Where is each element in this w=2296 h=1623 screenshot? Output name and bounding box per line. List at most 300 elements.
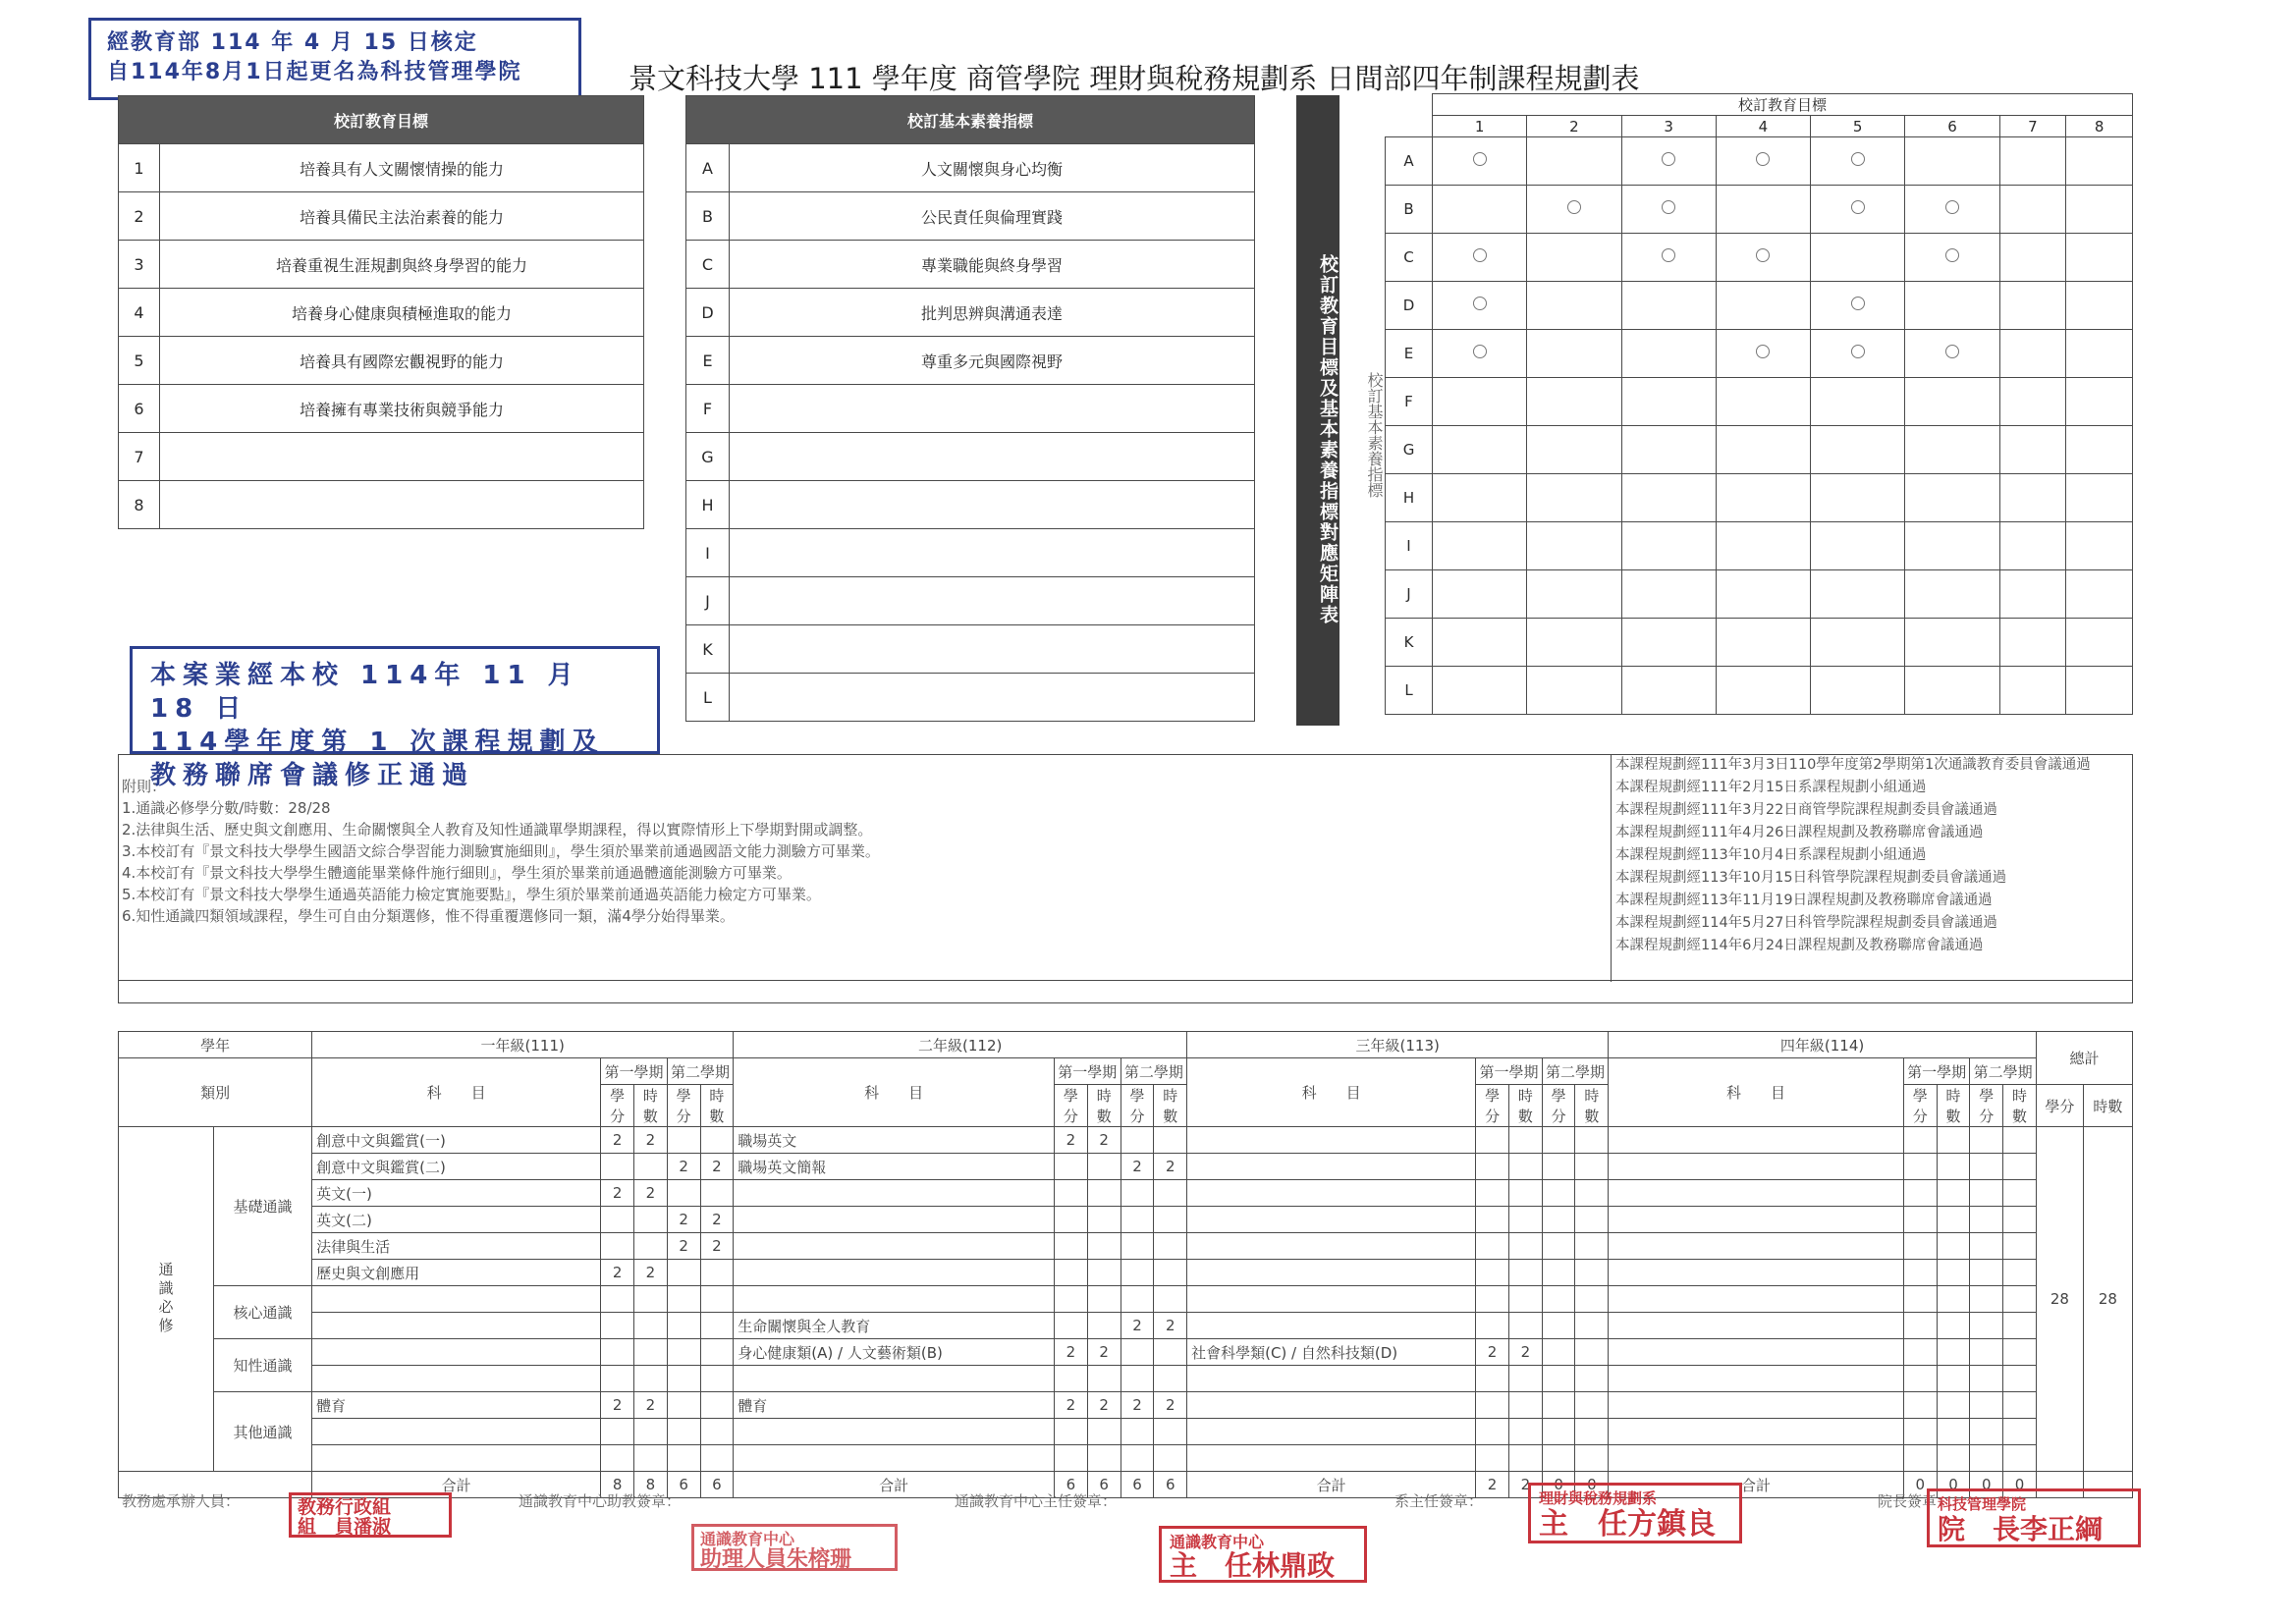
matrix-cell: [1433, 378, 1527, 426]
ability-text: [730, 625, 1255, 674]
course-value: 2: [601, 1260, 634, 1286]
sig4-stamp-a: 理財與稅務規劃系: [1539, 1489, 1658, 1507]
course-value: [1937, 1392, 1970, 1419]
credit-label: 學分: [667, 1085, 700, 1127]
matrix-row: [1386, 426, 2133, 474]
course-name: [1609, 1154, 1904, 1180]
course-value: [1087, 1180, 1121, 1207]
course-value: [1154, 1260, 1187, 1286]
main-category: 通識必修: [119, 1127, 214, 1472]
course-group-name: 基礎通識: [213, 1127, 311, 1286]
hour-label: 時數: [1087, 1085, 1121, 1127]
sig5-label: 院長簽章：: [1878, 1492, 1952, 1510]
course-value: [1542, 1313, 1575, 1339]
course-value: [1154, 1207, 1187, 1233]
matrix-cell: [1905, 330, 1999, 378]
course-name: 身心健康類(A) / 人文藝術類(B): [734, 1339, 1055, 1366]
matrix-cell: [1433, 667, 1527, 715]
matrix-cell: [2066, 426, 2133, 474]
course-value: [1903, 1233, 1937, 1260]
matrix-cell: [1433, 330, 1527, 378]
course-value: [700, 1286, 734, 1313]
matrix-row-letter: L: [1386, 667, 1433, 715]
matrix-header: 校訂教育目標: [1433, 94, 2133, 116]
matrix-cell: [1621, 330, 1716, 378]
course-name: [1609, 1445, 1904, 1472]
sum-value: 6: [1055, 1472, 1088, 1498]
sum-value: 8: [601, 1472, 634, 1498]
course-value: [667, 1286, 700, 1313]
grand-total-hour: 28: [2083, 1127, 2132, 1472]
course-value: [1476, 1260, 1509, 1286]
course-value: [1903, 1366, 1937, 1392]
sem2-label: 第二學期: [1542, 1058, 1609, 1085]
sum-label: 合計: [734, 1472, 1055, 1498]
course-value: [1970, 1127, 2003, 1154]
matrix-col-header: 5: [1811, 116, 1905, 137]
core-abilities-table: [685, 95, 1255, 722]
course-name: [1609, 1260, 1904, 1286]
sig3-stamp: [1159, 1526, 1367, 1583]
course-value: [1121, 1180, 1154, 1207]
course-value: [1154, 1127, 1187, 1154]
matrix-cell: [1716, 426, 1810, 474]
course-value: [1508, 1233, 1542, 1260]
course-value: [1087, 1233, 1121, 1260]
course-value: [1055, 1260, 1088, 1286]
course-row: [119, 1180, 2133, 1207]
course-value: [2003, 1260, 2037, 1286]
approval-record-line: 本課程規劃經113年11月19日課程規劃及教務聯席會議通過: [1615, 893, 1993, 908]
course-name: [1187, 1233, 1476, 1260]
sig1-label: 教務處承辦人員：: [122, 1492, 241, 1510]
matrix-row: [1386, 234, 2133, 282]
circle-mark-icon: [1851, 345, 1865, 358]
course-value: [700, 1445, 734, 1472]
course-name: [1187, 1392, 1476, 1419]
course-value: [1055, 1313, 1088, 1339]
sig3-label: 通識教育中心主任簽章：: [955, 1492, 1118, 1510]
sum-value: 0: [1937, 1472, 1970, 1498]
course-value: [1476, 1154, 1509, 1180]
approval-record-line: 本課程規劃經111年3月22日商管學院課程規劃委員會議通過: [1615, 802, 1997, 818]
course-value: [1476, 1127, 1509, 1154]
course-row: [119, 1339, 2133, 1366]
circle-mark-icon: [1945, 345, 1959, 358]
circle-mark-icon: [1662, 248, 1675, 262]
revision-stamp-line1: 本案業經本校 114年 11 月 18 日: [150, 661, 580, 724]
course-value: [1937, 1366, 1970, 1392]
goal-number: 1: [119, 144, 160, 192]
matrix-row-letter: E: [1386, 330, 1433, 378]
course-row: [119, 1286, 2133, 1313]
matrix-cell: [1621, 282, 1716, 330]
matrix-cell: [1621, 234, 1716, 282]
circle-mark-icon: [1473, 345, 1487, 358]
goal-text: 培養具備民主法治素養的能力: [160, 192, 644, 241]
course-row: [119, 1366, 2133, 1392]
matrix-cell: [1527, 426, 1621, 474]
course-value: [601, 1207, 634, 1233]
approval-stamp-top: [88, 18, 581, 100]
course-value: 2: [700, 1154, 734, 1180]
matrix-cell: [1905, 522, 1999, 570]
stamp-top-line1: 經教育部 114 年 4 月 15 日核定: [107, 30, 478, 55]
matrix-cell: [1811, 570, 1905, 619]
matrix-cell: [1716, 619, 1810, 667]
approval-record-line: 本課程規劃經114年5月27日科管學院課程規劃委員會議通過: [1615, 915, 1997, 931]
course-value: [1476, 1445, 1509, 1472]
course-value: 2: [1055, 1127, 1088, 1154]
course-value: [1970, 1339, 2003, 1366]
matrix-row-letter: J: [1386, 570, 1433, 619]
course-name: [734, 1445, 1055, 1472]
course-value: [601, 1154, 634, 1180]
matrix-cell: [1621, 378, 1716, 426]
course-name: [1187, 1419, 1476, 1445]
course-value: 2: [1121, 1154, 1154, 1180]
ability-letter: B: [686, 192, 730, 241]
matrix-sub-label: 校訂基本素養指標: [1365, 372, 1384, 498]
ability-row: [686, 481, 1255, 529]
matrix-cell: [1621, 186, 1716, 234]
ability-text: [730, 529, 1255, 577]
course-name: [734, 1419, 1055, 1445]
ability-row: [686, 433, 1255, 481]
sem2-label: 第二學期: [1970, 1058, 2037, 1085]
approval-record-line: 本課程規劃經111年4月26日課程規劃及教務聯席會議通過: [1615, 825, 1984, 840]
course-value: [1476, 1233, 1509, 1260]
circle-mark-icon: [1851, 297, 1865, 310]
course-value: [2003, 1127, 2037, 1154]
circle-mark-icon: [1756, 248, 1770, 262]
approval-record-line: 本課程規劃經113年10月15日科管學院課程規劃委員會議通過: [1615, 870, 2007, 886]
education-goals-table: [118, 95, 644, 529]
note-line: 6.知性通識四類領域課程，學生可自由分類選修，惟不得重覆選修同一類，滿4學分始得畢業。: [122, 907, 735, 925]
ability-text: 公民責任與倫理實踐: [730, 192, 1255, 241]
course-value: [1087, 1154, 1121, 1180]
course-value: [1542, 1419, 1575, 1445]
goal-row: [119, 433, 644, 481]
sum-label: 合計: [312, 1472, 601, 1498]
matrix-row: [1386, 186, 2133, 234]
sum-value: 6: [1154, 1472, 1187, 1498]
course-value: [1937, 1445, 1970, 1472]
course-value: [1476, 1419, 1509, 1445]
goal-row: [119, 289, 644, 337]
course-value: [1508, 1127, 1542, 1154]
course-value: [1542, 1233, 1575, 1260]
goal-number: 2: [119, 192, 160, 241]
course-group-name: 知性通識: [213, 1339, 311, 1392]
ability-text: 專業職能與終身學習: [730, 241, 1255, 289]
matrix-row: [1386, 137, 2133, 186]
course-name: [1187, 1127, 1476, 1154]
course-row: [119, 1313, 2133, 1339]
matrix-cell: [1433, 619, 1527, 667]
matrix-cell: [1716, 570, 1810, 619]
course-value: [1476, 1207, 1509, 1233]
course-value: [601, 1233, 634, 1260]
course-name: [1609, 1233, 1904, 1260]
goal-row: [119, 144, 644, 192]
goal-number: 5: [119, 337, 160, 385]
grand-total-credit: 28: [2036, 1127, 2083, 1472]
matrix-cell: [2066, 137, 2133, 186]
course-value: [1476, 1286, 1509, 1313]
course-value: [1575, 1180, 1609, 1207]
sig1-stamp-b: 組 員潘淑: [298, 1516, 392, 1538]
course-value: [633, 1445, 667, 1472]
course-value: 2: [601, 1127, 634, 1154]
matrix-cell: [1716, 282, 1810, 330]
ability-text: 尊重多元與國際視野: [730, 337, 1255, 385]
course-value: [1970, 1180, 2003, 1207]
circle-mark-icon: [1473, 152, 1487, 166]
course-value: [1508, 1392, 1542, 1419]
course-value: [1903, 1339, 1937, 1366]
ability-text: [730, 433, 1255, 481]
course-value: [1542, 1127, 1575, 1154]
course-value: [601, 1419, 634, 1445]
course-value: [1087, 1313, 1121, 1339]
course-value: [2003, 1233, 2037, 1260]
matrix-side-title: 校訂教育目標及基本素養指標對應矩陣表: [1296, 95, 1339, 726]
matrix-cell: [1905, 619, 1999, 667]
matrix-cell: [1433, 282, 1527, 330]
goal-row: [119, 385, 644, 433]
note-line: 2.法律與生活、歷史與文創應用、生命關懷與全人教育及知性通識單學期課程，得以實際情形上下學期對開或調整。: [122, 821, 873, 839]
course-value: [633, 1419, 667, 1445]
matrix-cell: [1527, 570, 1621, 619]
matrix-cell: [1999, 282, 2066, 330]
course-value: [1154, 1233, 1187, 1260]
course-value: [1970, 1419, 2003, 1445]
matrix-row-letter: D: [1386, 282, 1433, 330]
course-value: [1154, 1180, 1187, 1207]
course-value: [601, 1339, 634, 1366]
matrix-row: [1386, 619, 2133, 667]
hour-label: 時數: [1937, 1085, 1970, 1127]
goal-row: [119, 241, 644, 289]
course-value: [1087, 1366, 1121, 1392]
course-row: [119, 1392, 2133, 1419]
matrix-cell: [1999, 186, 2066, 234]
course-value: [700, 1260, 734, 1286]
course-name: 生命關懷與全人教育: [734, 1313, 1055, 1339]
course-value: [667, 1419, 700, 1445]
course-name: [1187, 1260, 1476, 1286]
goal-number: 3: [119, 241, 160, 289]
course-value: [1508, 1180, 1542, 1207]
matrix-cell: [1433, 137, 1527, 186]
matrix-row: [1386, 667, 2133, 715]
matrix-cell: [1716, 522, 1810, 570]
stamp-top-line2: 自114年8月1日起更名為科技管理學院: [107, 60, 522, 84]
sem2-label: 第二學期: [667, 1058, 734, 1085]
course-value: [1970, 1286, 2003, 1313]
matrix-cell: [1716, 474, 1810, 522]
course-value: [1542, 1207, 1575, 1233]
course-name: [734, 1233, 1055, 1260]
revision-stamp-line3: 教務聯席會議修正通過: [150, 761, 475, 790]
ability-letter: G: [686, 433, 730, 481]
matrix-cell: [1811, 426, 1905, 474]
matrix-cell: [1621, 426, 1716, 474]
course-value: 2: [700, 1233, 734, 1260]
matrix-cell: [1527, 234, 1621, 282]
course-value: 2: [601, 1392, 634, 1419]
ability-text: [730, 577, 1255, 625]
course-value: [1970, 1233, 2003, 1260]
course-value: 2: [633, 1180, 667, 1207]
matrix-row-letter: I: [1386, 522, 1433, 570]
course-name: [312, 1366, 601, 1392]
matrix-cell: [1905, 667, 1999, 715]
matrix-cell: [1433, 570, 1527, 619]
course-value: [1903, 1180, 1937, 1207]
course-value: [667, 1339, 700, 1366]
matrix-cell: [1527, 186, 1621, 234]
year-1-header: 一年級(111): [312, 1032, 734, 1058]
course-value: 2: [1087, 1339, 1121, 1366]
course-name: [734, 1207, 1055, 1233]
course-value: [1903, 1286, 1937, 1313]
course-name: [1187, 1313, 1476, 1339]
matrix-cell: [1811, 378, 1905, 426]
course-value: 2: [1121, 1313, 1154, 1339]
course-name: [1609, 1366, 1904, 1392]
course-value: [1508, 1207, 1542, 1233]
course-value: [633, 1313, 667, 1339]
matrix-cell: [1716, 137, 1810, 186]
sig5-stamp: [1927, 1488, 2141, 1547]
course-name: [1187, 1180, 1476, 1207]
course-value: 2: [1154, 1392, 1187, 1419]
course-name: [1187, 1154, 1476, 1180]
course-value: [633, 1233, 667, 1260]
course-value: [1121, 1207, 1154, 1233]
matrix-cell: [1905, 474, 1999, 522]
course-value: [1508, 1260, 1542, 1286]
matrix-row-letter: F: [1386, 378, 1433, 426]
course-name: 創意中文與鑑賞(二): [312, 1154, 601, 1180]
course-name: [734, 1366, 1055, 1392]
sig4-stamp-b: 主 任方鎮良: [1539, 1507, 1716, 1542]
course-value: [1508, 1286, 1542, 1313]
course-year-label: 學年: [119, 1032, 312, 1058]
ability-row: [686, 625, 1255, 674]
course-value: [667, 1366, 700, 1392]
ability-letter: E: [686, 337, 730, 385]
sum-value: 0: [1542, 1472, 1575, 1498]
course-group-name: 其他通識: [213, 1392, 311, 1472]
course-value: [1937, 1207, 1970, 1233]
matrix-cell: [1527, 137, 1621, 186]
course-value: [1055, 1233, 1088, 1260]
ability-letter: A: [686, 144, 730, 192]
grand-total-label: 總計: [2036, 1032, 2132, 1085]
matrix-cell: [1433, 426, 1527, 474]
course-value: [2003, 1339, 2037, 1366]
matrix-cell: [1527, 378, 1621, 426]
course-value: [1542, 1366, 1575, 1392]
ability-text: [730, 674, 1255, 722]
ability-text: [730, 385, 1255, 433]
course-value: [1121, 1445, 1154, 1472]
course-value: [601, 1286, 634, 1313]
ability-text: 批判思辨與溝通表達: [730, 289, 1255, 337]
sum-label: 合計: [1609, 1472, 1904, 1498]
matrix-col-header: 4: [1716, 116, 1810, 137]
course-value: [1575, 1286, 1609, 1313]
course-value: [1937, 1260, 1970, 1286]
course-value: [1575, 1154, 1609, 1180]
notes-divider: [118, 980, 2133, 981]
course-value: [1903, 1392, 1937, 1419]
course-value: [633, 1339, 667, 1366]
course-value: [667, 1445, 700, 1472]
matrix-cell: [1905, 570, 1999, 619]
matrix-cell: [2066, 234, 2133, 282]
course-value: [2003, 1180, 2037, 1207]
sig2-stamp-a: 通識教育中心: [700, 1530, 795, 1548]
goal-text: [160, 433, 644, 481]
course-value: [1508, 1445, 1542, 1472]
course-name: [312, 1339, 601, 1366]
course-value: 2: [1508, 1339, 1542, 1366]
course-value: [1970, 1313, 2003, 1339]
course-value: [1575, 1233, 1609, 1260]
subject-col-label: 科 目: [312, 1058, 601, 1127]
sum-value: 0: [1970, 1472, 2003, 1498]
goals-header: 校訂教育目標: [119, 96, 644, 144]
sum-value: 2: [1508, 1472, 1542, 1498]
matrix-row-letter: K: [1386, 619, 1433, 667]
matrix-cell: [2066, 570, 2133, 619]
ability-row: [686, 674, 1255, 722]
course-name: [1609, 1313, 1904, 1339]
course-value: [1508, 1366, 1542, 1392]
course-value: [700, 1180, 734, 1207]
goal-row: [119, 337, 644, 385]
course-value: [1542, 1445, 1575, 1472]
course-value: [1508, 1419, 1542, 1445]
total-hour-label: 時數: [2083, 1085, 2132, 1127]
course-value: [667, 1392, 700, 1419]
year-4-header: 四年級(114): [1609, 1032, 2037, 1058]
matrix-cell: [1433, 522, 1527, 570]
matrix-cell: [1621, 137, 1716, 186]
matrix-cell: [1716, 234, 1810, 282]
course-name: [312, 1286, 601, 1313]
course-name: [1609, 1127, 1904, 1154]
course-value: [1154, 1339, 1187, 1366]
matrix-cell: [2066, 378, 2133, 426]
sum-value: 6: [1121, 1472, 1154, 1498]
course-value: [667, 1127, 700, 1154]
matrix-cell: [2066, 619, 2133, 667]
ability-text: 人文關懷與身心均衡: [730, 144, 1255, 192]
course-value: [2003, 1392, 2037, 1419]
course-row: [119, 1233, 2133, 1260]
course-value: [1970, 1207, 2003, 1233]
course-value: [1121, 1419, 1154, 1445]
course-row: [119, 1260, 2133, 1286]
course-value: [2003, 1313, 2037, 1339]
matrix-cell: [1621, 570, 1716, 619]
course-value: 2: [1154, 1313, 1187, 1339]
